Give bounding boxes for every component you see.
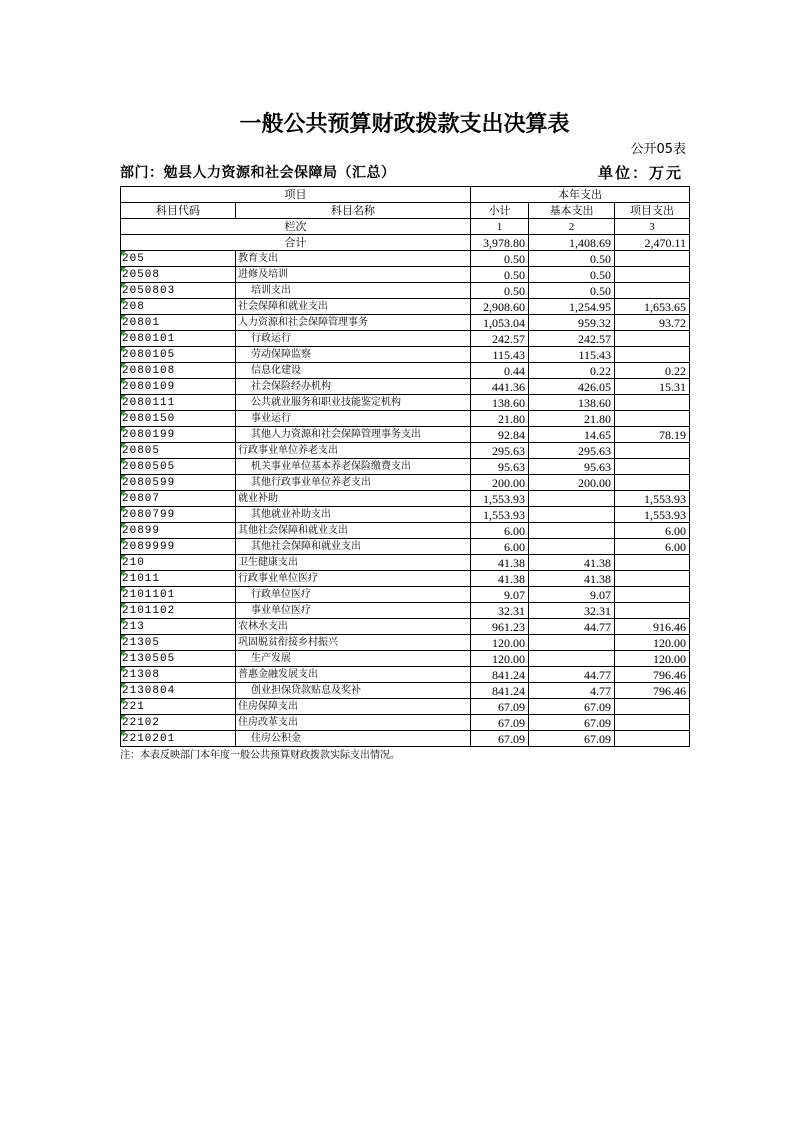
- subject-code-cell: [121, 299, 236, 315]
- subject-name-cell: 社会保险经办机构: [236, 379, 471, 395]
- project-expenditure-cell: [615, 731, 690, 747]
- green-triangle-marker-icon: [121, 715, 126, 720]
- header-subtotal: 小计: [471, 203, 529, 219]
- table-row: [121, 315, 690, 331]
- subtotal-cell: 9.07: [471, 587, 529, 603]
- subject-name-cell: 人力资源和社会保障管理事务: [236, 315, 471, 331]
- subject-code: 20805: [122, 444, 161, 457]
- subject-name-cell: 事业运行: [236, 411, 471, 427]
- basic-expenditure-cell: 115.43: [529, 347, 615, 363]
- subtotal-cell: 6.00: [471, 523, 529, 539]
- subtotal-cell: 41.38: [471, 571, 529, 587]
- basic-expenditure-cell: 41.38: [529, 555, 615, 571]
- department-label: 部门：勉县人力资源和社会保障局（汇总）: [120, 165, 396, 181]
- project-expenditure-cell: 6.00: [615, 539, 690, 555]
- green-triangle-marker-icon: [121, 363, 126, 368]
- subject-code: 20899: [122, 524, 161, 537]
- subject-code: 2080105: [122, 348, 176, 361]
- green-triangle-marker-icon: [121, 555, 126, 560]
- table-row: [121, 715, 690, 731]
- basic-expenditure-cell: [529, 635, 615, 651]
- subject-name-cell: 卫生健康支出: [236, 555, 471, 571]
- basic-expenditure-cell: 0.50: [529, 283, 615, 299]
- subject-name-cell: 巩固脱贫衔接乡村振兴: [236, 635, 471, 651]
- basic-expenditure-cell: 959.32: [529, 315, 615, 331]
- subtotal-cell: 138.60: [471, 395, 529, 411]
- subject-code: 2080599: [122, 476, 176, 489]
- table-row: [121, 459, 690, 475]
- subject-code: 2080108: [122, 364, 176, 377]
- subject-code: 2080101: [122, 332, 176, 345]
- subject-code: 208: [122, 300, 145, 313]
- subtotal-cell: 92.84: [471, 427, 529, 443]
- table-row: [121, 267, 690, 283]
- header-basic-expenditure: 基本支出: [529, 203, 615, 219]
- subtotal-cell: 120.00: [471, 635, 529, 651]
- header-subject-name: 科目名称: [236, 203, 471, 219]
- total-row: [121, 235, 690, 251]
- subtotal-cell: 1,553.93: [471, 507, 529, 523]
- basic-expenditure-cell: 1,254.95: [529, 299, 615, 315]
- subject-code-cell: [121, 427, 236, 443]
- table-row: [121, 683, 690, 699]
- subject-name-cell: 行政事业单位医疗: [236, 571, 471, 587]
- column-number-3: 3: [615, 219, 690, 235]
- green-triangle-marker-icon: [121, 619, 126, 624]
- green-triangle-marker-icon: [121, 395, 126, 400]
- project-expenditure-cell: 1,553.93: [615, 491, 690, 507]
- subject-code: 213: [122, 620, 145, 633]
- green-triangle-marker-icon: [121, 587, 126, 592]
- subject-name-cell: 行政事业单位养老支出: [236, 443, 471, 459]
- subject-code-cell: [121, 635, 236, 651]
- basic-expenditure-cell: 9.07: [529, 587, 615, 603]
- subject-name-cell: 住房公积金: [236, 731, 471, 747]
- subject-code: 221: [122, 700, 145, 713]
- table-row: [121, 667, 690, 683]
- green-triangle-marker-icon: [121, 651, 126, 656]
- subject-code: 205: [122, 252, 145, 265]
- subject-code: 2101102: [122, 604, 176, 617]
- basic-expenditure-cell: 67.09: [529, 699, 615, 715]
- project-expenditure-cell: [615, 555, 690, 571]
- expenditure-table: [120, 186, 690, 747]
- subject-code-cell: [121, 683, 236, 699]
- subject-code-cell: [121, 715, 236, 731]
- basic-expenditure-cell: [529, 539, 615, 555]
- subject-code-cell: [121, 619, 236, 635]
- subject-name-cell: 事业单位医疗: [236, 603, 471, 619]
- subject-name-cell: 农林水支出: [236, 619, 471, 635]
- project-expenditure-cell: 916.46: [615, 619, 690, 635]
- subtotal-cell: 1,053.04: [471, 315, 529, 331]
- subject-code: 2130804: [122, 684, 176, 697]
- header-row-group: [121, 187, 690, 203]
- basic-expenditure-cell: [529, 507, 615, 523]
- project-expenditure-cell: [615, 267, 690, 283]
- subject-name-cell: 机关事业单位基本养老保险缴费支出: [236, 459, 471, 475]
- subject-code: 2080199: [122, 428, 176, 441]
- subject-code-cell: [121, 267, 236, 283]
- subject-name-cell: 就业补助: [236, 491, 471, 507]
- subject-code-cell: [121, 283, 236, 299]
- basic-expenditure-cell: [529, 523, 615, 539]
- subject-code: 2101101: [122, 588, 176, 601]
- unit-label: 单位：万元: [597, 164, 683, 182]
- project-expenditure-cell: 1,553.93: [615, 507, 690, 523]
- subject-name-cell: 行政单位医疗: [236, 587, 471, 603]
- basic-expenditure-cell: 0.50: [529, 251, 615, 267]
- basic-expenditure-cell: 0.50: [529, 267, 615, 283]
- subtotal-cell: 67.09: [471, 715, 529, 731]
- subject-code: 20508: [122, 268, 161, 281]
- basic-expenditure-cell: 44.77: [529, 667, 615, 683]
- project-expenditure-cell: [615, 411, 690, 427]
- project-expenditure-cell: [615, 459, 690, 475]
- subtotal-cell: 441.36: [471, 379, 529, 395]
- subject-code-cell: [121, 507, 236, 523]
- header-subject-code: 科目代码: [121, 203, 236, 219]
- subject-code-cell: [121, 443, 236, 459]
- table-row: [121, 475, 690, 491]
- table-row: [121, 331, 690, 347]
- basic-expenditure-cell: 242.57: [529, 331, 615, 347]
- basic-expenditure-cell: 200.00: [529, 475, 615, 491]
- header-row-columns: [121, 203, 690, 219]
- subtotal-cell: 295.63: [471, 443, 529, 459]
- table-note: 注：本表反映部门本年度一般公共预算财政拨款实际支出情况。: [120, 750, 400, 761]
- table-row: [121, 411, 690, 427]
- subject-name-cell: 生产发展: [236, 651, 471, 667]
- subject-code: 21308: [122, 668, 161, 681]
- green-triangle-marker-icon: [121, 459, 126, 464]
- project-expenditure-cell: 78.19: [615, 427, 690, 443]
- subtotal-cell: 0.50: [471, 283, 529, 299]
- table-row: [121, 555, 690, 571]
- green-triangle-marker-icon: [121, 699, 126, 704]
- subtotal-cell: 67.09: [471, 731, 529, 747]
- subtotal-cell: 41.38: [471, 555, 529, 571]
- subject-code-cell: [121, 731, 236, 747]
- subject-code-cell: [121, 347, 236, 363]
- project-expenditure-cell: [615, 251, 690, 267]
- project-expenditure-cell: 796.46: [615, 667, 690, 683]
- table-body: [121, 251, 690, 747]
- subject-code-cell: [121, 571, 236, 587]
- table-row: [121, 251, 690, 267]
- green-triangle-marker-icon: [121, 411, 126, 416]
- subject-code-cell: [121, 395, 236, 411]
- project-expenditure-cell: [615, 603, 690, 619]
- subject-name-cell: 创业担保贷款贴息及奖补: [236, 683, 471, 699]
- project-expenditure-cell: [615, 331, 690, 347]
- basic-expenditure-cell: 426.05: [529, 379, 615, 395]
- project-expenditure-cell: 796.46: [615, 683, 690, 699]
- subject-name-cell: 其他就业补助支出: [236, 507, 471, 523]
- total-project-expenditure: 2,470.11: [615, 235, 690, 251]
- subtotal-cell: 32.31: [471, 603, 529, 619]
- table-row: [121, 699, 690, 715]
- project-expenditure-cell: [615, 347, 690, 363]
- green-triangle-marker-icon: [121, 475, 126, 480]
- green-triangle-marker-icon: [121, 283, 126, 288]
- green-triangle-marker-icon: [121, 683, 126, 688]
- subtotal-cell: 2,908.60: [471, 299, 529, 315]
- subject-name-cell: 社会保障和就业支出: [236, 299, 471, 315]
- subject-code-cell: [121, 315, 236, 331]
- project-expenditure-cell: [615, 587, 690, 603]
- subject-code-cell: [121, 603, 236, 619]
- green-triangle-marker-icon: [121, 267, 126, 272]
- basic-expenditure-cell: 41.38: [529, 571, 615, 587]
- subject-code: 21305: [122, 636, 161, 649]
- subject-code-cell: [121, 331, 236, 347]
- table-row: [121, 651, 690, 667]
- subtotal-cell: 21.80: [471, 411, 529, 427]
- subject-code-cell: [121, 411, 236, 427]
- subject-code: 20801: [122, 316, 161, 329]
- green-triangle-marker-icon: [121, 571, 126, 576]
- table-row: [121, 603, 690, 619]
- subject-name-cell: 培训支出: [236, 283, 471, 299]
- project-expenditure-cell: [615, 395, 690, 411]
- subject-name-cell: 住房改革支出: [236, 715, 471, 731]
- table-row: [121, 283, 690, 299]
- subject-code: 2050803: [122, 284, 176, 297]
- green-triangle-marker-icon: [121, 667, 126, 672]
- subject-code: 2080111: [122, 396, 176, 409]
- table-row: [121, 635, 690, 651]
- basic-expenditure-cell: 295.63: [529, 443, 615, 459]
- table-row: [121, 379, 690, 395]
- subject-code-cell: [121, 555, 236, 571]
- basic-expenditure-cell: 44.77: [529, 619, 615, 635]
- subject-code: 21011: [122, 572, 161, 585]
- subject-code-cell: [121, 251, 236, 267]
- subject-name-cell: 劳动保障监察: [236, 347, 471, 363]
- project-expenditure-cell: 15.31: [615, 379, 690, 395]
- basic-expenditure-cell: 14.65: [529, 427, 615, 443]
- subject-code-cell: [121, 587, 236, 603]
- green-triangle-marker-icon: [121, 443, 126, 448]
- green-triangle-marker-icon: [121, 507, 126, 512]
- green-triangle-marker-icon: [121, 347, 126, 352]
- subtotal-cell: 841.24: [471, 683, 529, 699]
- table-row: [121, 299, 690, 315]
- basic-expenditure-cell: 0.22: [529, 363, 615, 379]
- green-triangle-marker-icon: [121, 427, 126, 432]
- table-row: [121, 507, 690, 523]
- table-row: [121, 491, 690, 507]
- subject-code-cell: [121, 539, 236, 555]
- table-head: [121, 187, 690, 251]
- subject-code-cell: [121, 651, 236, 667]
- table-row: [121, 395, 690, 411]
- subject-name-cell: 其他人力资源和社会保障管理事务支出: [236, 427, 471, 443]
- subject-code-cell: [121, 459, 236, 475]
- column-number-row: [121, 219, 690, 235]
- subject-name-cell: 信息化建设: [236, 363, 471, 379]
- subject-code: 2089999: [122, 540, 176, 553]
- basic-expenditure-cell: 95.63: [529, 459, 615, 475]
- subtotal-cell: 0.50: [471, 251, 529, 267]
- green-triangle-marker-icon: [121, 731, 126, 736]
- subject-code: 2080150: [122, 412, 176, 425]
- basic-expenditure-cell: [529, 651, 615, 667]
- subject-code: 2080505: [122, 460, 176, 473]
- subtotal-cell: 6.00: [471, 539, 529, 555]
- subject-code: 2080799: [122, 508, 176, 521]
- project-expenditure-cell: [615, 571, 690, 587]
- green-triangle-marker-icon: [121, 251, 126, 256]
- subtotal-cell: 841.24: [471, 667, 529, 683]
- table-row: [121, 539, 690, 555]
- basic-expenditure-cell: 4.77: [529, 683, 615, 699]
- column-number-2: 2: [529, 219, 615, 235]
- header-item: 项目: [121, 187, 471, 203]
- table-row: [121, 427, 690, 443]
- project-expenditure-cell: [615, 699, 690, 715]
- green-triangle-marker-icon: [121, 539, 126, 544]
- subject-name-cell: 进修及培训: [236, 267, 471, 283]
- subject-name-cell: 其他行政事业单位养老支出: [236, 475, 471, 491]
- subtotal-cell: 67.09: [471, 699, 529, 715]
- subject-name-cell: 教育支出: [236, 251, 471, 267]
- subtotal-cell: 115.43: [471, 347, 529, 363]
- green-triangle-marker-icon: [121, 299, 126, 304]
- subject-code: 210: [122, 556, 145, 569]
- subject-code: 22102: [122, 716, 161, 729]
- subject-name-cell: 住房保障支出: [236, 699, 471, 715]
- subtotal-cell: 0.50: [471, 267, 529, 283]
- green-triangle-marker-icon: [121, 331, 126, 336]
- project-expenditure-cell: 1,653.65: [615, 299, 690, 315]
- project-expenditure-cell: 93.72: [615, 315, 690, 331]
- table-row: [121, 619, 690, 635]
- document-title: 一般公共预算财政拨款支出决算表: [239, 112, 570, 137]
- subject-name-cell: 普惠金融发展支出: [236, 667, 471, 683]
- green-triangle-marker-icon: [121, 491, 126, 496]
- table-row: [121, 587, 690, 603]
- subtotal-cell: 120.00: [471, 651, 529, 667]
- green-triangle-marker-icon: [121, 635, 126, 640]
- table-row: [121, 363, 690, 379]
- total-subtotal: 3,978.80: [471, 235, 529, 251]
- project-expenditure-cell: [615, 283, 690, 299]
- subject-code: 20807: [122, 492, 161, 505]
- basic-expenditure-cell: 138.60: [529, 395, 615, 411]
- subject-code-cell: [121, 667, 236, 683]
- subject-code: 2130505: [122, 652, 176, 665]
- project-expenditure-cell: [615, 715, 690, 731]
- green-triangle-marker-icon: [121, 379, 126, 384]
- subject-name-cell: 其他社会保障和就业支出: [236, 539, 471, 555]
- subject-code-cell: [121, 379, 236, 395]
- subject-code-cell: [121, 491, 236, 507]
- subtotal-cell: 0.44: [471, 363, 529, 379]
- column-number-label: 栏次: [121, 219, 471, 235]
- project-expenditure-cell: 120.00: [615, 651, 690, 667]
- project-expenditure-cell: [615, 475, 690, 491]
- project-expenditure-cell: 120.00: [615, 635, 690, 651]
- subtotal-cell: 95.63: [471, 459, 529, 475]
- basic-expenditure-cell: [529, 491, 615, 507]
- basic-expenditure-cell: 67.09: [529, 715, 615, 731]
- subtotal-cell: 1,553.93: [471, 491, 529, 507]
- subject-code: 2080109: [122, 380, 176, 393]
- subject-code-cell: [121, 523, 236, 539]
- basic-expenditure-cell: 67.09: [529, 731, 615, 747]
- green-triangle-marker-icon: [121, 315, 126, 320]
- table-row: [121, 443, 690, 459]
- total-basic-expenditure: 1,408.69: [529, 235, 615, 251]
- header-current-year: 本年支出: [471, 187, 690, 203]
- project-expenditure-cell: [615, 443, 690, 459]
- subject-name-cell: 其他社会保障和就业支出: [236, 523, 471, 539]
- subject-code-cell: [121, 699, 236, 715]
- green-triangle-marker-icon: [121, 523, 126, 528]
- table-row: [121, 347, 690, 363]
- table-row: [121, 731, 690, 747]
- subject-name-cell: 公共就业服务和职业技能鉴定机构: [236, 395, 471, 411]
- basic-expenditure-cell: 21.80: [529, 411, 615, 427]
- subject-code: 2210201: [122, 732, 176, 745]
- table-row: [121, 571, 690, 587]
- column-number-1: 1: [471, 219, 529, 235]
- subject-code-cell: [121, 475, 236, 491]
- total-label: 合计: [121, 235, 471, 251]
- green-triangle-marker-icon: [121, 603, 126, 608]
- subtotal-cell: 242.57: [471, 331, 529, 347]
- project-expenditure-cell: 6.00: [615, 523, 690, 539]
- subtotal-cell: 961.23: [471, 619, 529, 635]
- basic-expenditure-cell: 32.31: [529, 603, 615, 619]
- subject-code-cell: [121, 363, 236, 379]
- header-project-expenditure: 项目支出: [615, 203, 690, 219]
- subtotal-cell: 200.00: [471, 475, 529, 491]
- project-expenditure-cell: 0.22: [615, 363, 690, 379]
- subject-name-cell: 行政运行: [236, 331, 471, 347]
- form-number: 公开05表: [630, 142, 686, 157]
- table-row: [121, 523, 690, 539]
